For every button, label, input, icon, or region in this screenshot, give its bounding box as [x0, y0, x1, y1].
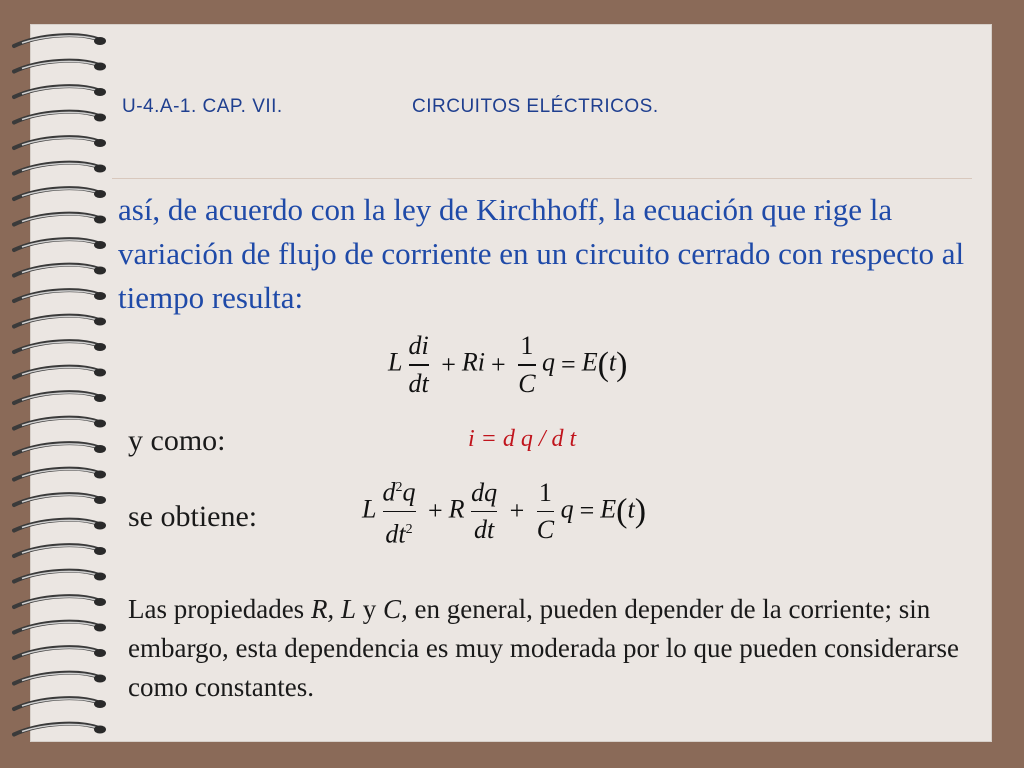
- spiral-hole: [94, 369, 106, 377]
- eq3-frac-dq-dt: $\frac{dq}{dt}$: [471, 477, 498, 545]
- eq3-L: L: [362, 494, 376, 524]
- equation-kirchhoff: L $\frac{di}{dt}$ + Ri + $\frac{1}{C}$ q = E(t): [388, 331, 628, 398]
- spiral-hole: [94, 573, 106, 581]
- eq1-plus-2: +: [491, 349, 506, 379]
- eq1-q: q: [542, 347, 556, 377]
- eq3-q: q: [560, 494, 574, 524]
- spiral-hole: [94, 88, 106, 96]
- eq3-frac-d2q-dt2: $\frac{d^2q}{dt^2}$: [382, 477, 416, 549]
- header-title: CIRCUITOS ELÉCTRICOS.: [412, 96, 659, 117]
- spiral-hole: [94, 649, 106, 657]
- eq1-L: L: [388, 347, 402, 377]
- closing-paragraph: [128, 590, 998, 707]
- eq3-R: R: [448, 494, 465, 524]
- para-text-4: en general, pueden depender de la corriente; sin embargo, esta dependencia es muy moderada por lo que pueden considerarse como constantes.: [128, 594, 959, 702]
- eq1-frac-1-C: $\frac{1}{C}$: [518, 331, 536, 398]
- spiral-hole: [94, 216, 106, 224]
- spiral-hole: [94, 241, 106, 249]
- eq3-equals: =: [579, 496, 595, 526]
- spiral-hole: [94, 726, 106, 734]
- para-text-3: y: [355, 594, 383, 624]
- eq1-equals: =: [561, 349, 576, 379]
- eq1-frac-di-dt: $\frac{di}{dt}$: [408, 331, 429, 398]
- eq1-Ri: Ri: [461, 347, 486, 377]
- spiral-hole: [94, 63, 106, 71]
- spiral-hole: [94, 624, 106, 632]
- spiral-hole: [94, 37, 106, 45]
- para-text-1: Las propiedades: [128, 594, 311, 624]
- eq3-E: E: [600, 494, 617, 524]
- para-text-2: [334, 594, 341, 624]
- intro-text: así, de acuerdo con la ley de Kirchhoff, la ecuación que rige la variación de flujo de corriente en un circuito cerrado con respecto al tiempo resulta:: [118, 192, 965, 315]
- spiral-hole: [94, 471, 106, 479]
- eq1-plus: +: [441, 349, 456, 379]
- equation-second-order: L $\frac{d^2q}{dt^2}$ + R $\frac{dq}{dt}$ + $\frac{1}{C}$ q = E(t): [362, 472, 646, 551]
- spiral-hole: [94, 522, 106, 530]
- spiral-hole: [94, 496, 106, 504]
- spiral-hole: [94, 675, 106, 683]
- para-L: L: [340, 594, 356, 624]
- label-y-como: y como:: [128, 424, 226, 457]
- spiral-hole: [94, 292, 106, 300]
- eq3-plus: +: [428, 496, 443, 526]
- spiral-hole: [94, 547, 106, 555]
- spiral-hole: [94, 267, 106, 275]
- spiral-hole: [94, 420, 106, 428]
- spiral-hole: [94, 445, 106, 453]
- para-R: R,: [310, 594, 335, 624]
- para-C: C,: [382, 594, 408, 624]
- eq3-frac-1-C: $\frac{1}{C}$: [536, 477, 555, 545]
- header-chapter: U-4.A-1. CAP. VII.: [122, 96, 283, 117]
- spiral-hole: [94, 139, 106, 147]
- eq3-plus-2: +: [509, 496, 525, 526]
- eq1-E: E: [581, 347, 598, 377]
- spiral-hole: [94, 598, 106, 606]
- spiral-hole: [94, 114, 106, 122]
- spiral-hole: [94, 190, 106, 198]
- spiral-hole: [94, 165, 106, 173]
- eq3-t: t: [627, 494, 635, 524]
- eq1-t: t: [608, 347, 617, 377]
- spiral-binding: [0, 30, 115, 750]
- header-divider: [112, 178, 972, 179]
- spiral-hole: [94, 318, 106, 326]
- spiral-hole: [94, 343, 106, 351]
- spiral-hole: [94, 700, 106, 708]
- label-se-obtiene: se obtiene:: [128, 500, 258, 533]
- equation-current-definition: i = d q / d t: [468, 426, 577, 452]
- spiral-hole: [94, 394, 106, 402]
